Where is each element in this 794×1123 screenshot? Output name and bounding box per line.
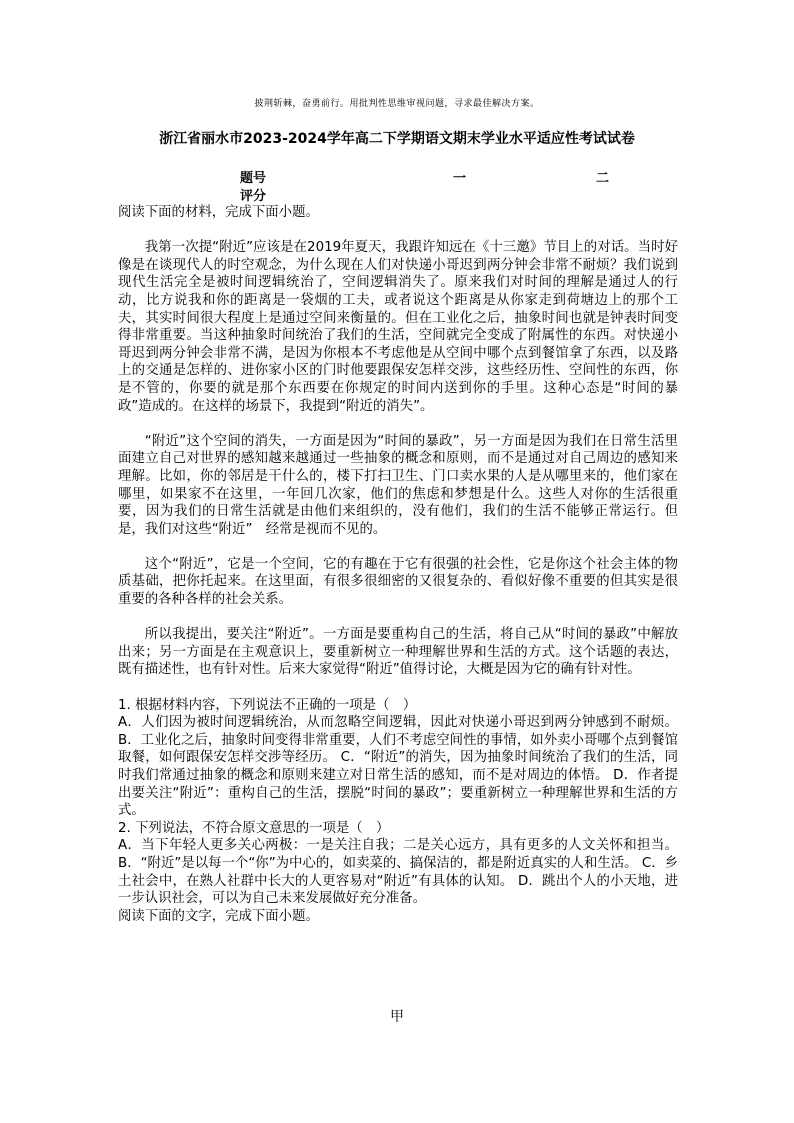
score-table-row-label: 评分 xyxy=(240,189,267,204)
reading-intro: 阅读下面的材料，完成下面小题。 xyxy=(118,205,319,220)
passage-paragraph-4: 所以我提出，要关注“附近”。一方面是要重构自己的生活，将自己从“时间的暴政”中解放出来；另一方面是在主观意识上，要重新树立一种理解世界和生活的方式。这个话题的表达，既有描述性，也有针对性。后来大家觉得“附近”值得讨论，大概是因为它的确有针对性。 xyxy=(118,627,678,678)
question-2-stem: 2. 下列说法，不符合原文意思的一项是（ ） xyxy=(118,820,390,836)
question-2-options: A．当下年轻人更多关心两极：一是关注自我；二是关心远方，具有更多的人文关怀和担当。 B．“附近”是以每一个“你”为中心的，如卖菜的、搞保洁的，都是附近真实的人和生活。 C．乡土社会中，在熟人社群中长大的人更容易对“附近”有具体的认知。 D．跳出个人的小天地，进一步认识社会，可以为自己未来发展做好充分准备。 xyxy=(118,838,678,907)
page-title: 浙江省丽水市2023-2024学年高二下学期语文期末学业水平适应性考试试卷 xyxy=(159,131,635,147)
passage-paragraph-3: 这个“附近”，它是一个空间，它的有趣在于它有很强的社会性，它是你这个社会主体的物质基础，把你托起来。在这里面，有很多很细密的又很复杂的、看似好像不重要的但其实是很重要的各种各样的社会关系。 xyxy=(118,556,678,608)
main-content xyxy=(118,204,678,925)
passage-paragraph-1: 我第一次提“附近”应该是在2019年夏天，我跟许知远在《十三邀》节目上的对话。当时好像是在谈现代人的时空观念，为什么现在人们对快递小哥迟到两分钟会非常不耐烦？我们说到现代生活完全是被时间逻辑统治了，空间逻辑消失了。原来我们对时间的理解是通过人的行动，比方说我和你的距离是一袋烟的工夫，或者说这个距离是从你家走到荷塘边上的那个工夫，其实时间很大程度上是通过空间来衡量的。但在工业化之后，抽象时间也就是钟表时间变得非常重要。当这种抽象时间统治了我们的生活，空间就完全变成了附属性的东西。对快递小哥迟到两分钟会非常不满，是因为你根本不考虑他是从空间中哪个点到餐馆拿了东西，以及路上的交通是怎样的、进你家小区的门时他要跟保安怎样交涉，这些经历性、空间性的东西，你是不管的，你要的就是那个东西要在你规定的时间内送到你的手里。这种心态是“时间的暴政”造成的。在这样的场景下，我提到“附近的消失”。 xyxy=(118,240,678,414)
header-motto: 披荆斩棘，奋勇前行。用批判性思维审视问题，寻求最佳解决方案。 xyxy=(254,99,540,109)
score-table-col-2: 二 xyxy=(596,171,610,186)
reading-outro: 阅读下面的文字，完成下面小题。 xyxy=(118,908,319,924)
score-table-col-1: 一 xyxy=(453,171,467,186)
question-1-options: A．人们因为被时间逻辑统治，从而忽略空间逻辑，因此对快递小哥迟到两分钟感到不耐烦。 B．工业化之后，抽象时间变得非常重要，人们不考虑空间性的事情，如外卖小哥哪个点到餐馆取餐，如何跟保安怎样交涉等经历。 C．“附近”的消失，因为抽象时间统治了我们的生活，同时我们常通过抽象的概念和原则来建立对日常生活的感知，而不是对周边的体悟。 D．作者提出要关注“附近”：重构自己的生活，摆脱“时间的暴政”；要重新树立一种理解世界和生活的方式。 xyxy=(118,715,678,819)
question-1-stem: 1. 根据材料内容，下列说法不正确的一项是（ ） xyxy=(118,697,417,713)
section-label: 甲 xyxy=(390,1009,404,1025)
passage-paragraph-2: “附近”这个空间的消失，一方面是因为“时间的暴政”，另一方面是因为我们在日常生活里面建立自己对世界的感知越来越通过一些抽象的概念和原则，而不是通过对自己周边的感知来理解。比如，你的邻居是干什么的，楼下打扫卫生、门口卖水果的人是从哪里来的，他们家在哪里，如果家不在这里，一年回几次家，他们的焦虑和梦想是什么。这些人对你的生活很重要，因为我们的日常生活就是由他们来组织的，没有他们，我们的生活不能够正常运行。但是，我们对这些“附近” 经常是视而不见的。 xyxy=(118,433,678,537)
score-table-col-header: 题号 xyxy=(240,171,267,186)
